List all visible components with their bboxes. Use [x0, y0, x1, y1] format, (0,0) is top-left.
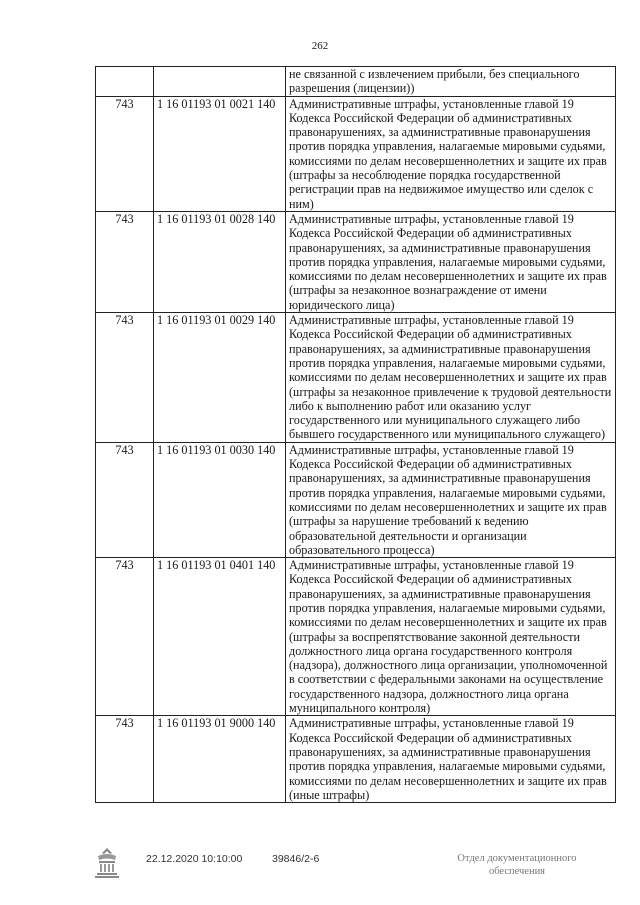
timestamp: 22.12.2020 10:10:00	[146, 853, 243, 865]
description-cell: Административные штрафы, установленные главой 19 Кодекса Российской Федерации об административных правонарушениях, за административные правонарушения против порядка управления, налагаемые мировыми судьями, комиссиями по делам несовершеннолетних и защите их прав (штрафы за незаконное привлечение к трудовой деятельности либо к выполнению работ или оказанию услуг государственного или муниципального служащего либо бывшего государственного или муниципального служащего)	[286, 313, 616, 443]
admin-code-cell: 743	[96, 96, 154, 211]
page-number: 262	[311, 40, 329, 52]
admin-code-cell: 743	[96, 716, 154, 803]
kbk-code-cell: 1 16 01193 01 0030 140	[154, 442, 286, 557]
admin-code-cell: 743	[96, 442, 154, 557]
table-row	[96, 558, 616, 716]
table-row	[96, 96, 616, 211]
admin-code-cell: 743	[96, 211, 154, 312]
government-emblem-icon	[92, 846, 122, 880]
admin-code-cell	[96, 67, 154, 97]
description-cell: Административные штрафы, установленные главой 19 Кодекса Российской Федерации об административных правонарушениях, за административные правонарушения против порядка управления, налагаемые мировыми судьями, комиссиями по делам несовершеннолетних и защите их прав (штрафы за незаконное вознаграждение от имени юридического лица)	[286, 211, 616, 312]
admin-code-cell: 743	[96, 313, 154, 443]
description-cell: Административные штрафы, установленные главой 19 Кодекса Российской Федерации об административных правонарушениях, за административные правонарушения против порядка управления, налагаемые мировыми судьями, комиссиями по делам несовершеннолетних и защите их прав (штрафы за несоблюдение порядка государственной регистрации прав на недвижимое имущество или сделок с ним)	[286, 96, 616, 211]
description-cell: Административные штрафы, установленные главой 19 Кодекса Российской Федерации об административных правонарушениях, за административные правонарушения против порядка управления, налагаемые мировыми судьями, комиссиями по делам несовершеннолетних и защите их прав (иные штрафы)	[286, 716, 616, 803]
table-row	[96, 442, 616, 557]
table-row	[96, 67, 616, 97]
description-cell: не связанной с извлечением прибыли, без специального разрешения (лицензии))	[286, 67, 616, 97]
budget-codes-table	[95, 66, 616, 803]
kbk-code-cell: 1 16 01193 01 0029 140	[154, 313, 286, 443]
table-row	[96, 211, 616, 312]
table-row	[96, 313, 616, 443]
kbk-code-cell: 1 16 01193 01 0401 140	[154, 558, 286, 716]
description-cell: Административные штрафы, установленные главой 19 Кодекса Российской Федерации об административных правонарушениях, за административные правонарушения против порядка управления, налагаемые мировыми судьями, комиссиями по делам несовершеннолетних и защите их прав (штрафы за воспрепятствование законной деятельности должностного лица органа государственного контроля (надзора), должностного лица организации, уполномоченной в соответствии с федеральными законами на осуществление государственного надзора, должностного лица органа муниципального контроля)	[286, 558, 616, 716]
kbk-code-cell	[154, 67, 286, 97]
kbk-code-cell: 1 16 01193 01 9000 140	[154, 716, 286, 803]
admin-code-cell: 743	[96, 558, 154, 716]
kbk-code-cell: 1 16 01193 01 0028 140	[154, 211, 286, 312]
description-cell: Административные штрафы, установленные главой 19 Кодекса Российской Федерации об административных правонарушениях, за административные правонарушения против порядка управления, налагаемые мировыми судьями, комиссиями по делам несовершеннолетних и защите их прав (штрафы за нарушение требований к ведению образовательной деятельности и организации образовательного процесса)	[286, 442, 616, 557]
kbk-code-cell: 1 16 01193 01 0021 140	[154, 96, 286, 211]
department-stamp: Отдел документационного обеспечения	[457, 853, 577, 877]
page-footer	[0, 840, 640, 900]
document-number: 39846/2-6	[272, 853, 320, 865]
table-row	[96, 716, 616, 803]
